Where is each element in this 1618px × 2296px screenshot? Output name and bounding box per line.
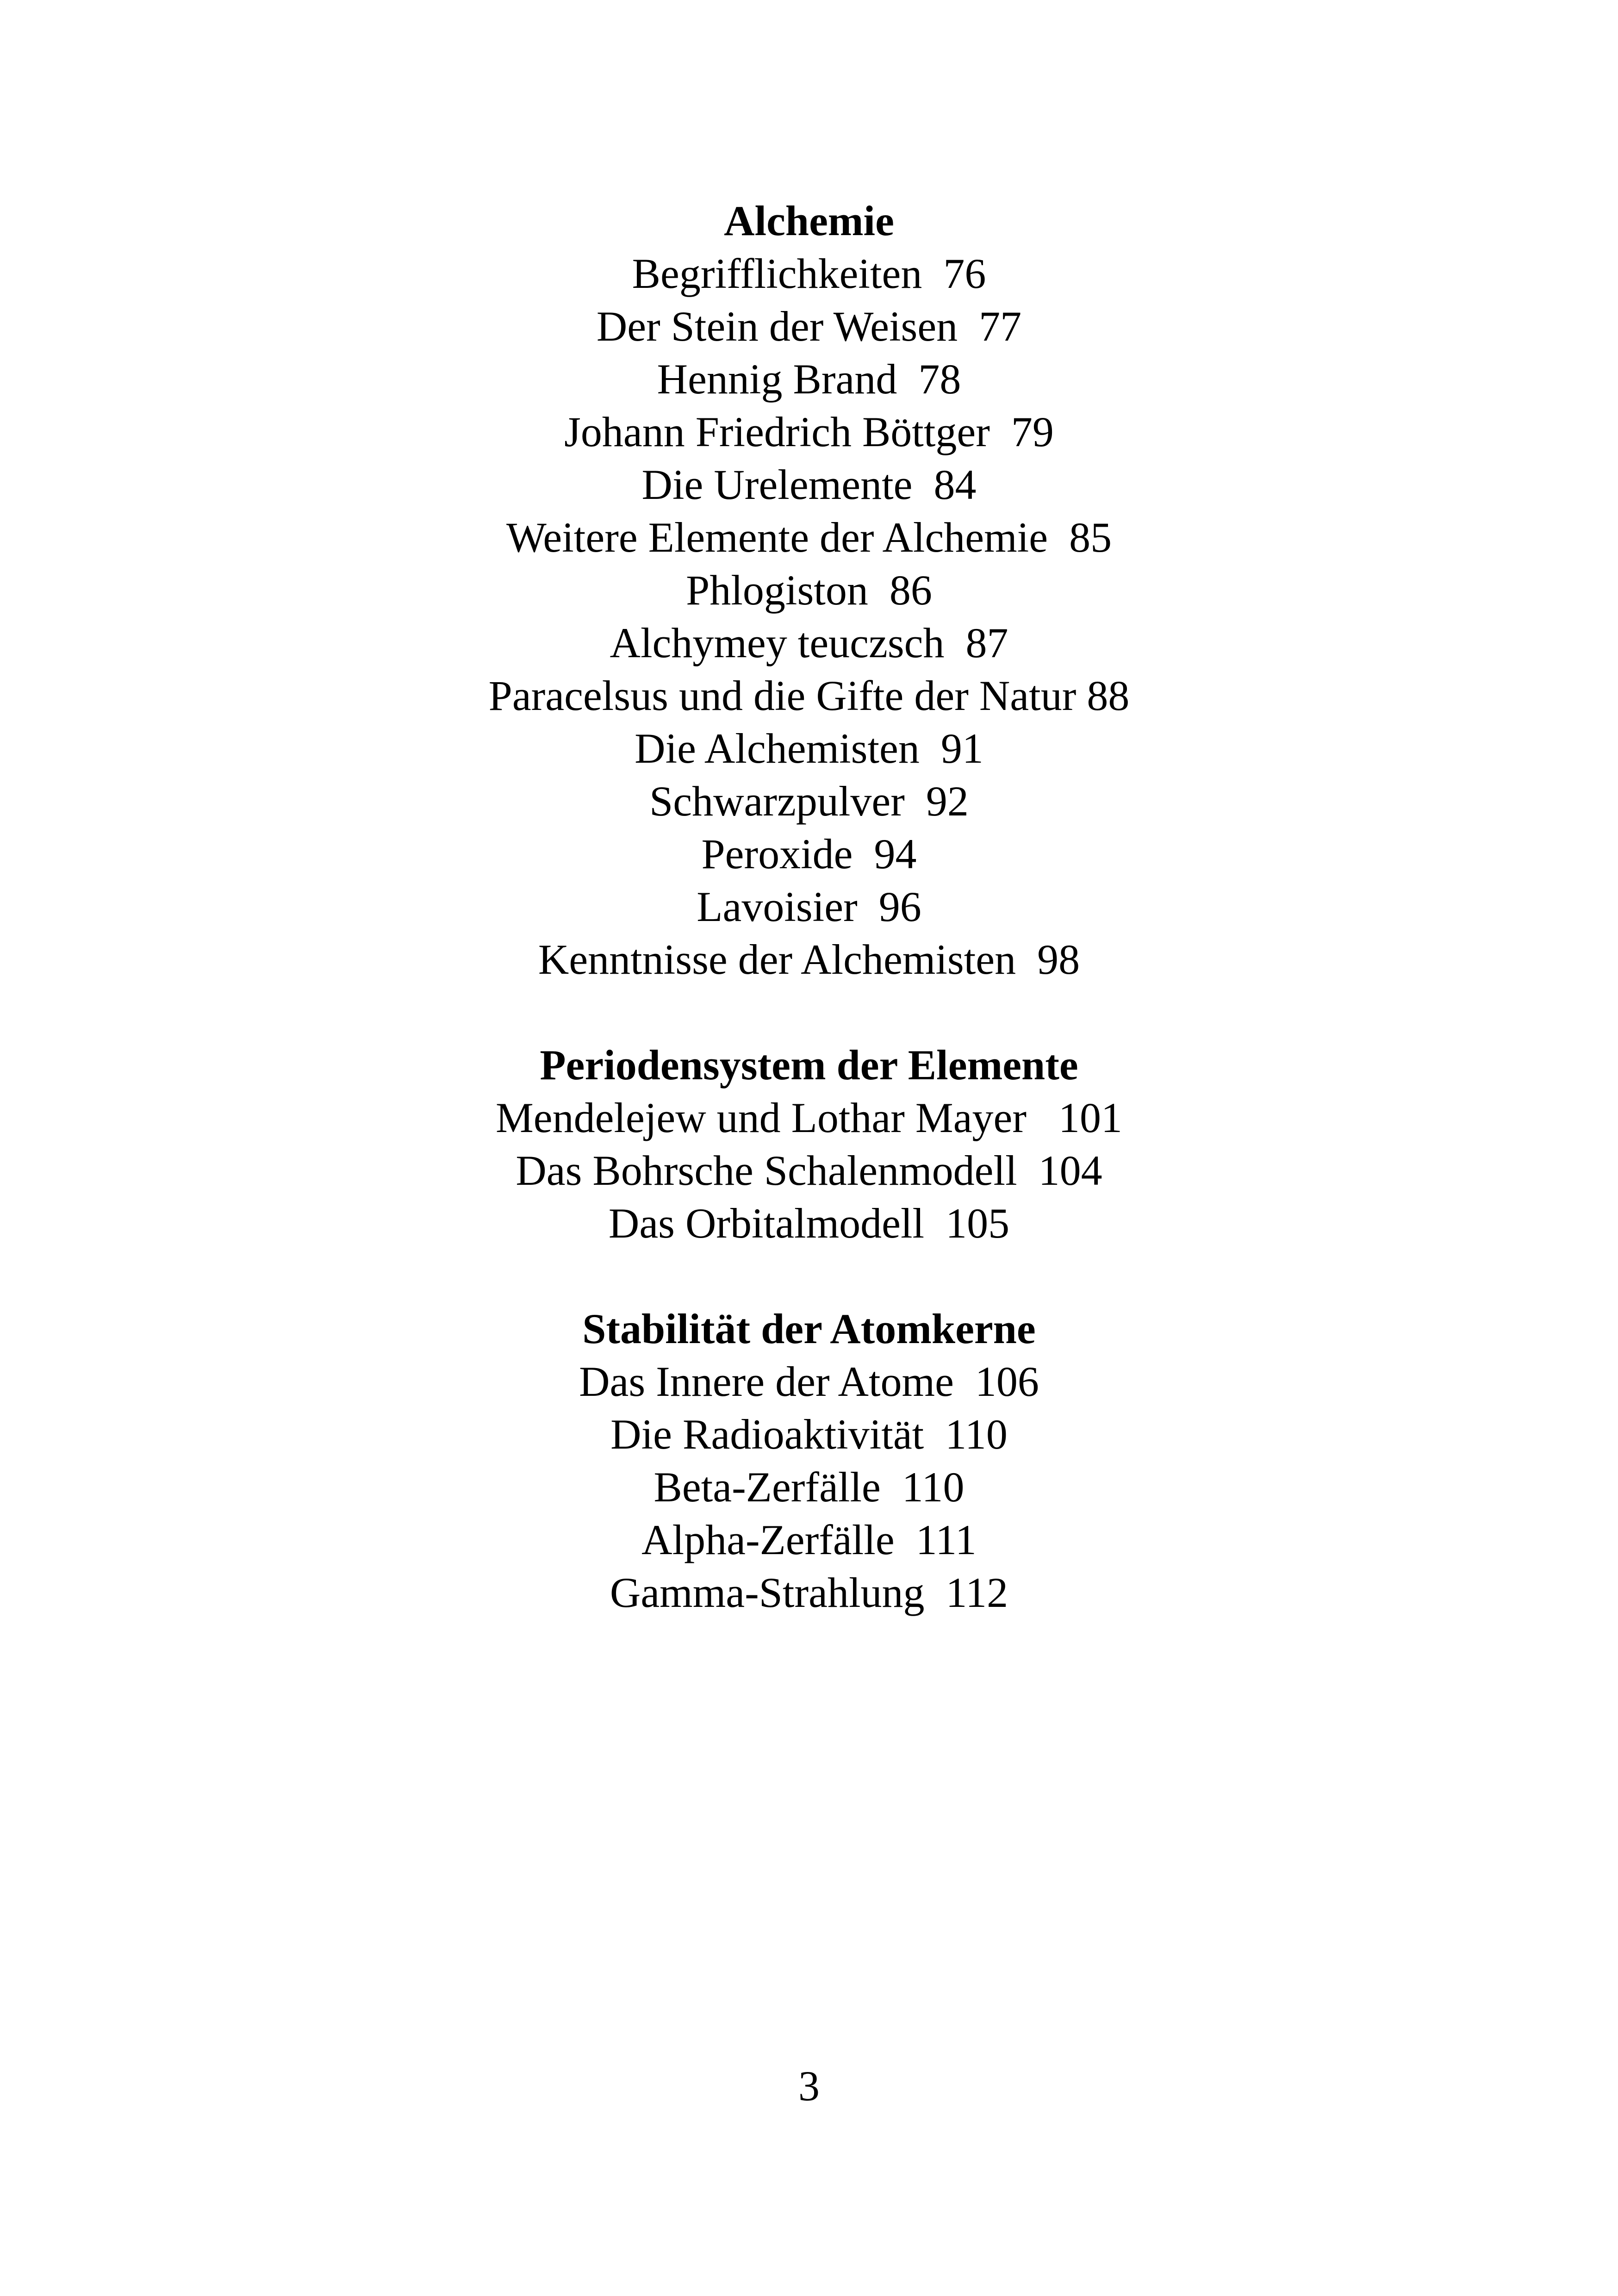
toc-entry: Alpha-Zerfälle 111: [641, 1516, 977, 1563]
toc-entry: Die Urelemente 84: [641, 461, 977, 508]
section-heading: Stabilität der Atomkerne: [582, 1305, 1036, 1352]
toc-section-atomkerne: [0, 1302, 1618, 1619]
toc-entry: Die Radioaktivität 110: [610, 1411, 1008, 1458]
toc-entry: Alchymey teuczsch 87: [610, 619, 1008, 666]
toc-entry: Beta-Zerfälle 110: [653, 1463, 965, 1511]
toc-entry: Mendelejew und Lothar Mayer 101: [495, 1094, 1123, 1141]
table-of-contents: [0, 194, 1618, 1619]
toc-entry: Kenntnisse der Alchemisten 98: [538, 936, 1080, 983]
section-heading: Periodensystem der Elemente: [540, 1041, 1078, 1089]
toc-entry: Das Bohrsche Schalenmodell 104: [516, 1147, 1102, 1194]
toc-entry: Weitere Elemente der Alchemie 85: [506, 514, 1112, 561]
toc-entry: Das Innere der Atome 106: [579, 1358, 1039, 1405]
toc-section-alchemie: [0, 194, 1618, 986]
section-heading: Alchemie: [724, 197, 894, 244]
toc-entry: Das Orbitalmodell 105: [608, 1200, 1010, 1247]
toc-entry: Begrifflichkeiten 76: [632, 250, 986, 297]
toc-entry: Schwarzpulver 92: [649, 778, 969, 825]
toc-entry: Lavoisier 96: [697, 883, 921, 930]
toc-entry: Der Stein der Weisen 77: [596, 303, 1022, 350]
toc-entry: Hennig Brand 78: [657, 355, 961, 403]
toc-section-periodensystem: [0, 1039, 1618, 1250]
page-number: 3: [798, 2062, 820, 2109]
toc-entry: Paracelsus und die Gifte der Natur 88: [488, 672, 1130, 719]
toc-entry: Johann Friedrich Böttger 79: [564, 408, 1054, 455]
toc-entry: Peroxide 94: [701, 830, 917, 877]
toc-entry: Phlogiston 86: [686, 566, 932, 614]
toc-entry: Die Alchemisten 91: [635, 725, 983, 772]
toc-entry: Gamma-Strahlung 112: [610, 1569, 1008, 1616]
